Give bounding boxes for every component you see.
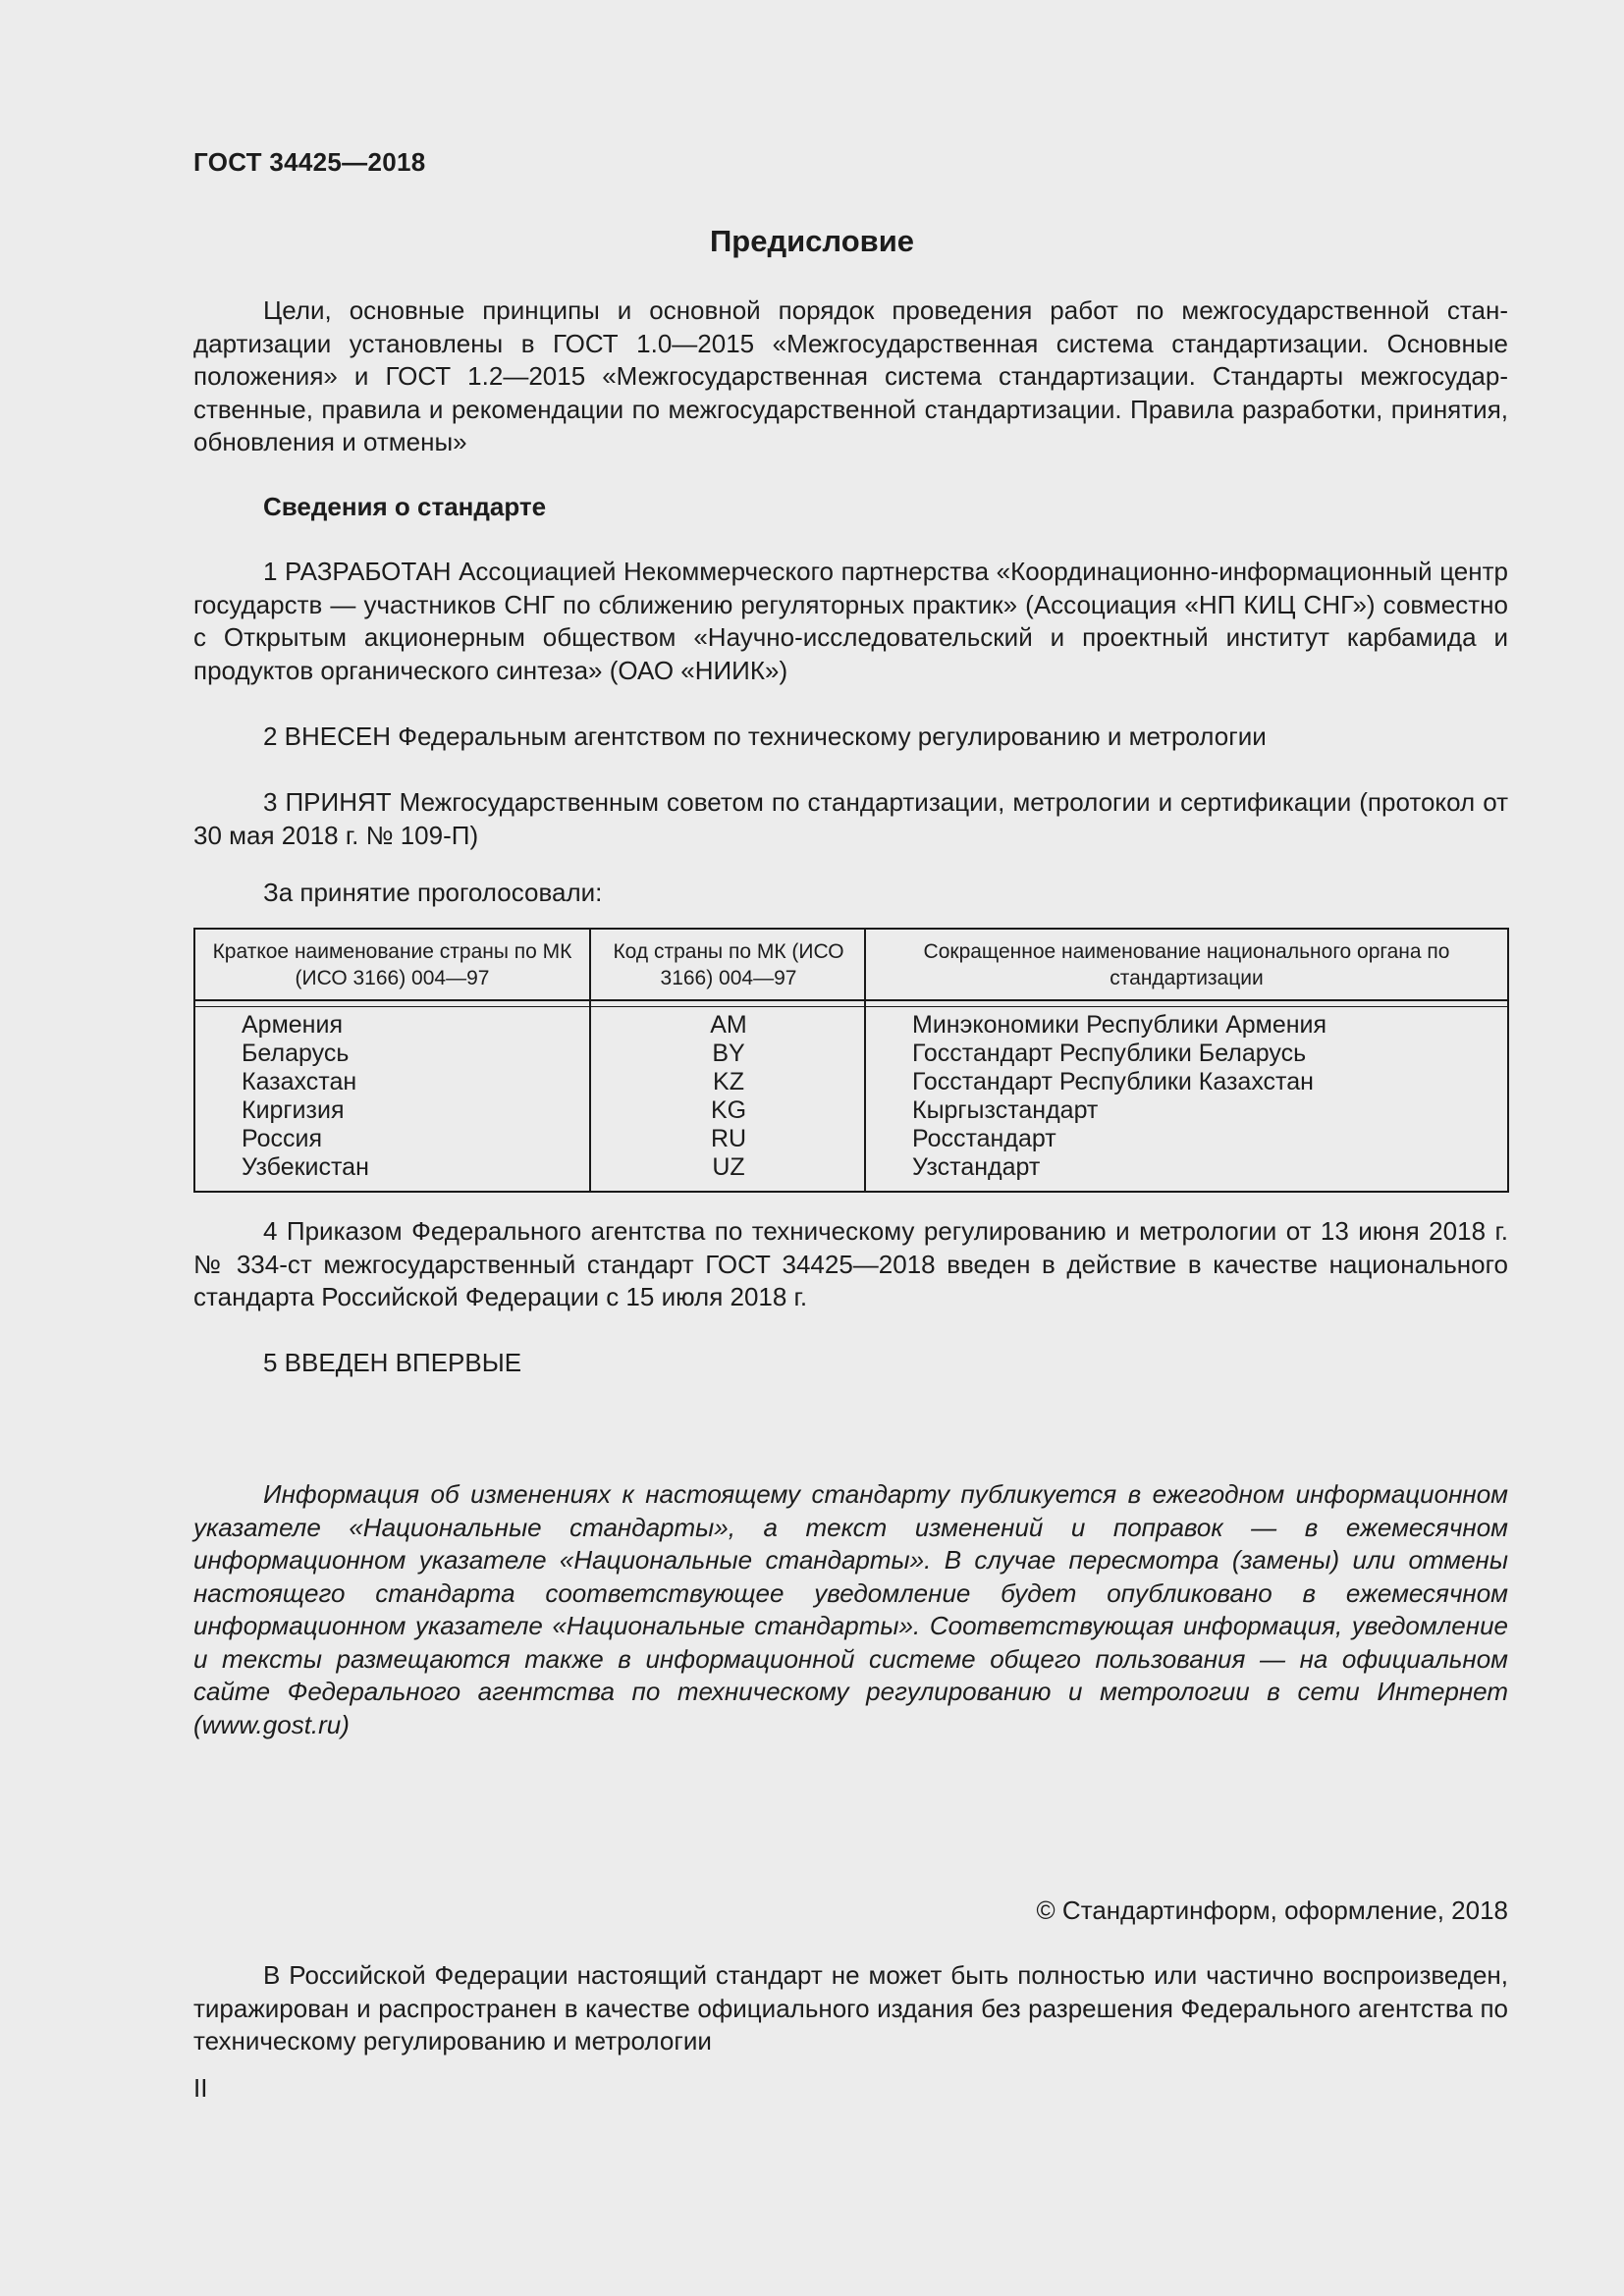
table-cell-organization: Госстандарт Республики Беларусь: [912, 1040, 1307, 1067]
table-cell-code: KZ: [713, 1068, 744, 1095]
table-column-code: [589, 930, 866, 1191]
table-cell-code: UZ: [712, 1153, 745, 1181]
table-header-code: Код страны по МК (ИСО 3166) 004—97: [591, 930, 866, 1001]
table-column-country: [195, 930, 589, 1191]
table-column-organization: [864, 930, 1507, 1191]
table-cell-country: Беларусь: [242, 1040, 350, 1067]
voted-label: За принятие проголосовали:: [263, 878, 603, 907]
table-header-country: Краткое наименование страны по МК (ИСО 3166) 004—97: [195, 930, 589, 1001]
item-adopted: 3 ПРИНЯТ Межгосударственным советом по стандартизации, метрологии и сертификации (протокол от 30 мая 2018 г. № 109-П): [193, 787, 1508, 850]
table-header-organization: Сокращенное наименование национального органа по стандартизации: [866, 930, 1507, 1001]
change-info-paragraph: Информация об изменениях к настоящему стандарту публикуется в ежегодном информационном указателе «Национальные стандарты», а текст изменений и поправок — в ежемесячном информационном указателе «Национальные стандарты». В случае пересмотра (замены) или отмены настоящего стандарта соответствующее уведомление будет опубликовано в ежемесячном информационном указателе «Национальные стандарты». Соответствующая информация, уведомление и тексты размещаются также в информационной системе общего пользования — на официальном сайте Федерального агентства по техническому регулированию и метрологии в сети Интернет (www.gost.ru): [193, 1479, 1508, 1739]
item-first-introduced: 5 ВВЕДЕН ВПЕРВЫЕ: [263, 1348, 522, 1377]
table-cell-code: AM: [710, 1011, 747, 1039]
info-heading: Сведения о стандарте: [263, 492, 547, 521]
table-cell-country: Армения: [242, 1011, 343, 1039]
rights-paragraph: В Российской Федерации настоящий стандарт не может быть полностью или частично воспроизведен, тиражирован и распространен в качестве официального издания без разрешения Федерального агентства по техническому регулированию и метрологии: [193, 1960, 1508, 2056]
table-cell-country: Киргизия: [242, 1096, 345, 1124]
standard-code-header: ГОСТ 34425—2018: [193, 147, 426, 177]
page-number: II: [193, 2073, 208, 2103]
copyright-line: © Стандартинформ, оформление, 2018: [1036, 1896, 1508, 1925]
table-cell-code: BY: [712, 1040, 745, 1067]
table-cell-organization: Госстандарт Республики Казахстан: [912, 1068, 1314, 1095]
table-cell-organization: Минэкономики Республики Армения: [912, 1011, 1327, 1039]
item-developed: 1 РАЗРАБОТАН Ассоциацией Некоммерческого партнерства «Координационно-информационный центр государств — участников СНГ по сближению регуляторных практик» (Ассоциация «НП КИЦ СНГ») совместно с Открытым акционерным обществом «Научно-исследовательский и проектный институт карбамида и продуктов органического синтеза» (ОАО «НИИК»): [193, 557, 1508, 685]
table-cell-code: RU: [710, 1125, 747, 1152]
table-cell-organization: Узстандарт: [912, 1153, 1041, 1181]
voting-table: [193, 928, 1509, 1193]
intro-paragraph: Цели, основные принципы и основной порядок проведения работ по межгосударственной стандартизации установлены в ГОСТ 1.0—2015 «Межгосударственная система стандартизации. Основные положения» и ГОСТ 1.2—2015 «Межгосударственная система стандартизации. Стандарты межгосударственные, правила и рекомендации по межгосударственной стандартизации. Правила разработки, принятия, обновления и отмены»: [193, 295, 1508, 456]
item-order: 4 Приказом Федерального агентства по техническому регулированию и метрологии от 13 июня 2018 г. № 334-ст межгосударственный стандарт ГОСТ 34425—2018 введен в действие в качестве национального стандарта Российской Федерации с 15 июля 2018 г.: [193, 1216, 1508, 1311]
page-title: Предисловие: [709, 224, 914, 258]
table-cell-code: KG: [710, 1096, 747, 1124]
table-cell-organization: Кыргызстандарт: [912, 1096, 1099, 1124]
item-introduced: 2 ВНЕСЕН Федеральным агентством по техническому регулированию и метрологии: [263, 721, 1267, 751]
table-cell-country: Россия: [242, 1125, 322, 1152]
table-cell-country: Узбекистан: [242, 1153, 369, 1181]
table-cell-organization: Росстандарт: [912, 1125, 1056, 1152]
table-cell-country: Казахстан: [242, 1068, 357, 1095]
